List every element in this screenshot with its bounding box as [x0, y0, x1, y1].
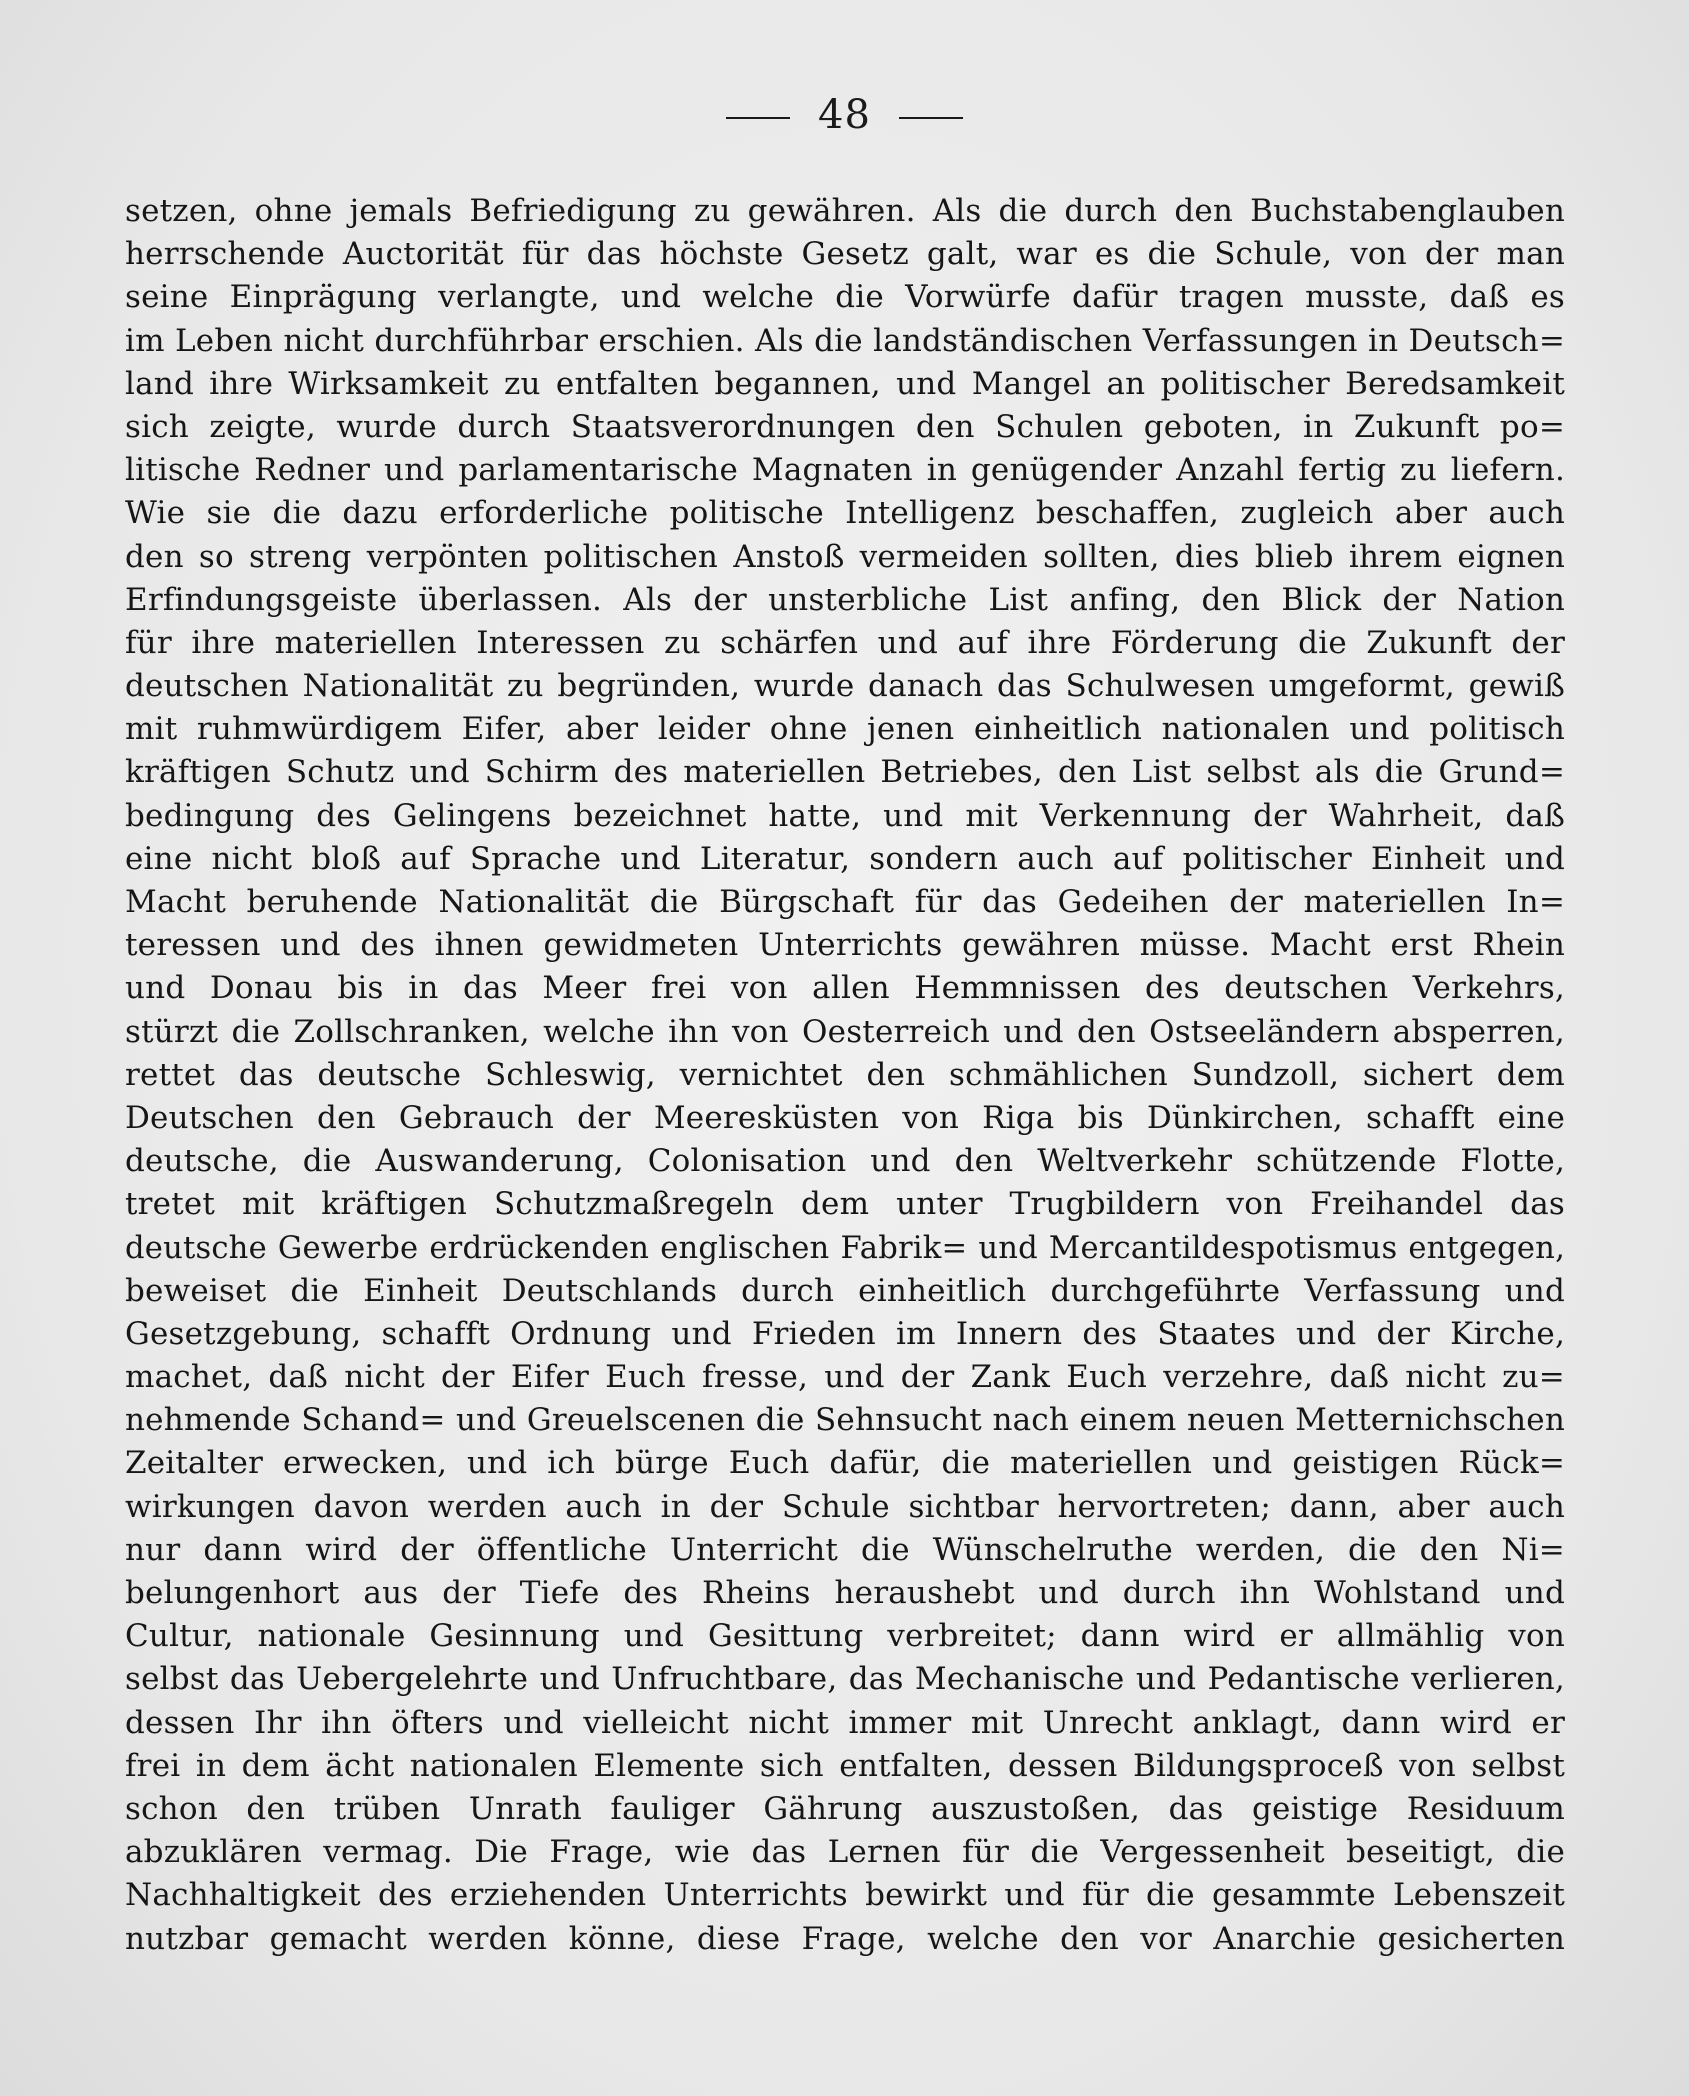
- text-line: bedingung des Gelingens bezeichnet hatte, und mit Verkennung der Wahrheit, daß: [125, 797, 1565, 834]
- text-line: Deutschen den Gebrauch der Meeresküsten von Riga bis Dünkirchen, schafft eine: [125, 1099, 1565, 1136]
- text-line: frei in dem ächt nationalen Elemente sich entfalten, dessen Bildungsproceß von selbst: [125, 1747, 1565, 1784]
- text-line: nur dann wird der öffentliche Unterricht die Wünschelruthe werden, die den Ni=: [125, 1531, 1565, 1568]
- text-line: Zeitalter erwecken, und ich bürge Euch dafür, die materiellen und geistigen Rück=: [125, 1445, 1565, 1482]
- text-line: eine nicht bloß auf Sprache und Literatur, sondern auch auf politischer Einheit und: [125, 840, 1565, 877]
- text-line: nehmende Schand= und Greuelscenen die Sehnsucht nach einem neuen Metternichschen: [125, 1402, 1565, 1439]
- header-dash-right: [899, 117, 963, 119]
- text-line: für ihre materiellen Interessen zu schärfen und auf ihre Förderung die Zukunft der: [125, 624, 1565, 661]
- text-line: dessen Ihr ihn öfters und vielleicht nicht immer mit Unrecht anklagt, dann wird er: [125, 1704, 1565, 1741]
- text-line: rettet das deutsche Schleswig, vernichtet den schmählichen Sundzoll, sichert dem: [125, 1056, 1565, 1093]
- text-line: im Leben nicht durchführbar erschien. Als die landständischen Verfassungen in Deutsch=: [125, 322, 1565, 359]
- text-line: sich zeigte, wurde durch Staatsverordnungen den Schulen geboten, in Zukunft po=: [125, 408, 1565, 445]
- text-line: abzuklären vermag. Die Frage, wie das Lernen für die Vergessenheit beseitigt, die: [125, 1834, 1565, 1871]
- text-line: deutsche, die Auswanderung, Colonisation und den Weltverkehr schützende Flotte,: [125, 1143, 1565, 1180]
- text-line: Cultur, nationale Gesinnung und Gesittung verbreitet; dann wird er allmählig von: [125, 1618, 1565, 1655]
- text-line: den so streng verpönten politischen Anstoß vermeiden sollten, dies blieb ihrem eignen: [125, 538, 1565, 575]
- text-line: setzen, ohne jemals Befriedigung zu gewähren. Als die durch den Buchstabenglauben: [125, 193, 1565, 229]
- header-dash-left: [726, 117, 790, 119]
- page-header: [0, 92, 1689, 138]
- text-line: land ihre Wirksamkeit zu entfalten begannen, und Mangel an politischer Beredsamkeit: [125, 365, 1565, 402]
- text-line: Gesetzgebung, schafft Ordnung und Frieden im Innern des Staates und der Kirche,: [125, 1315, 1565, 1352]
- text-line: deutschen Nationalität zu begründen, wurde danach das Schulwesen umgeformt, gewiß: [125, 668, 1565, 705]
- text-line: Macht beruhende Nationalität die Bürgschaft für das Gedeihen der materiellen In=: [125, 884, 1565, 920]
- text-line: Erfindungsgeiste überlassen. Als der unsterbliche List anfing, den Blick der Nation: [125, 581, 1565, 618]
- text-line: wirkungen davon werden auch in der Schule sichtbar hervortreten; dann, aber auch: [125, 1488, 1565, 1525]
- text-line: seine Einprägung verlangte, und welche die Vorwürfe dafür tragen musste, daß es: [125, 279, 1565, 316]
- text-line: und Donau bis in das Meer frei von allen Hemmnissen des deutschen Verkehrs,: [125, 970, 1565, 1007]
- text-line: kräftigen Schutz und Schirm des materiellen Betriebes, den List selbst als die Grund=: [125, 754, 1565, 791]
- text-line: stürzt die Zollschranken, welche ihn von Oesterreich und den Ostseeländern absperren,: [125, 1013, 1565, 1050]
- text-line: schon den trüben Unrath fauliger Gährung auszustoßen, das geistige Residuum: [125, 1790, 1565, 1827]
- text-line: machet, daß nicht der Eifer Euch fresse, und der Zank Euch verzehre, daß nicht zu=: [125, 1359, 1565, 1396]
- text-line: Nachhaltigkeit des erziehenden Unterrichts bewirkt und für die gesammte Lebenszeit: [125, 1877, 1565, 1914]
- page-number: 48: [818, 92, 871, 138]
- text-line: belungenhort aus der Tiefe des Rheins heraushebt und durch ihn Wohlstand und: [125, 1575, 1565, 1611]
- text-line: litische Redner und parlamentarische Magnaten in genügender Anzahl fertig zu liefern.: [125, 452, 1565, 489]
- text-line: mit ruhmwürdigem Eifer, aber leider ohne jenen einheitlich nationalen und politisch: [125, 711, 1565, 748]
- text-line: selbst das Uebergelehrte und Unfruchtbare, das Mechanische und Pedantische verlieren,: [125, 1661, 1565, 1698]
- text-line: beweiset die Einheit Deutschlands durch einheitlich durchgeführte Verfassung und: [125, 1272, 1565, 1309]
- text-line: teressen und des ihnen gewidmeten Unterrichts gewähren müsse. Macht erst Rhein: [125, 927, 1565, 964]
- text-line: Wie sie die dazu erforderliche politische Intelligenz beschaffen, zugleich aber auch: [125, 495, 1565, 532]
- text-line: herrschende Auctorität für das höchste Gesetz galt, war es die Schule, von der man: [125, 236, 1565, 273]
- body-text: [125, 190, 1565, 1961]
- text-line: tretet mit kräftigen Schutzmaßregeln dem unter Trugbildern von Freihandel das: [125, 1186, 1565, 1223]
- text-line: nutzbar gemacht werden könne, diese Frage, welche den vor Anarchie gesicherten: [125, 1920, 1565, 1957]
- text-line: deutsche Gewerbe erdrückenden englischen Fabrik= und Mercantildespotismus entgegen,: [125, 1230, 1565, 1266]
